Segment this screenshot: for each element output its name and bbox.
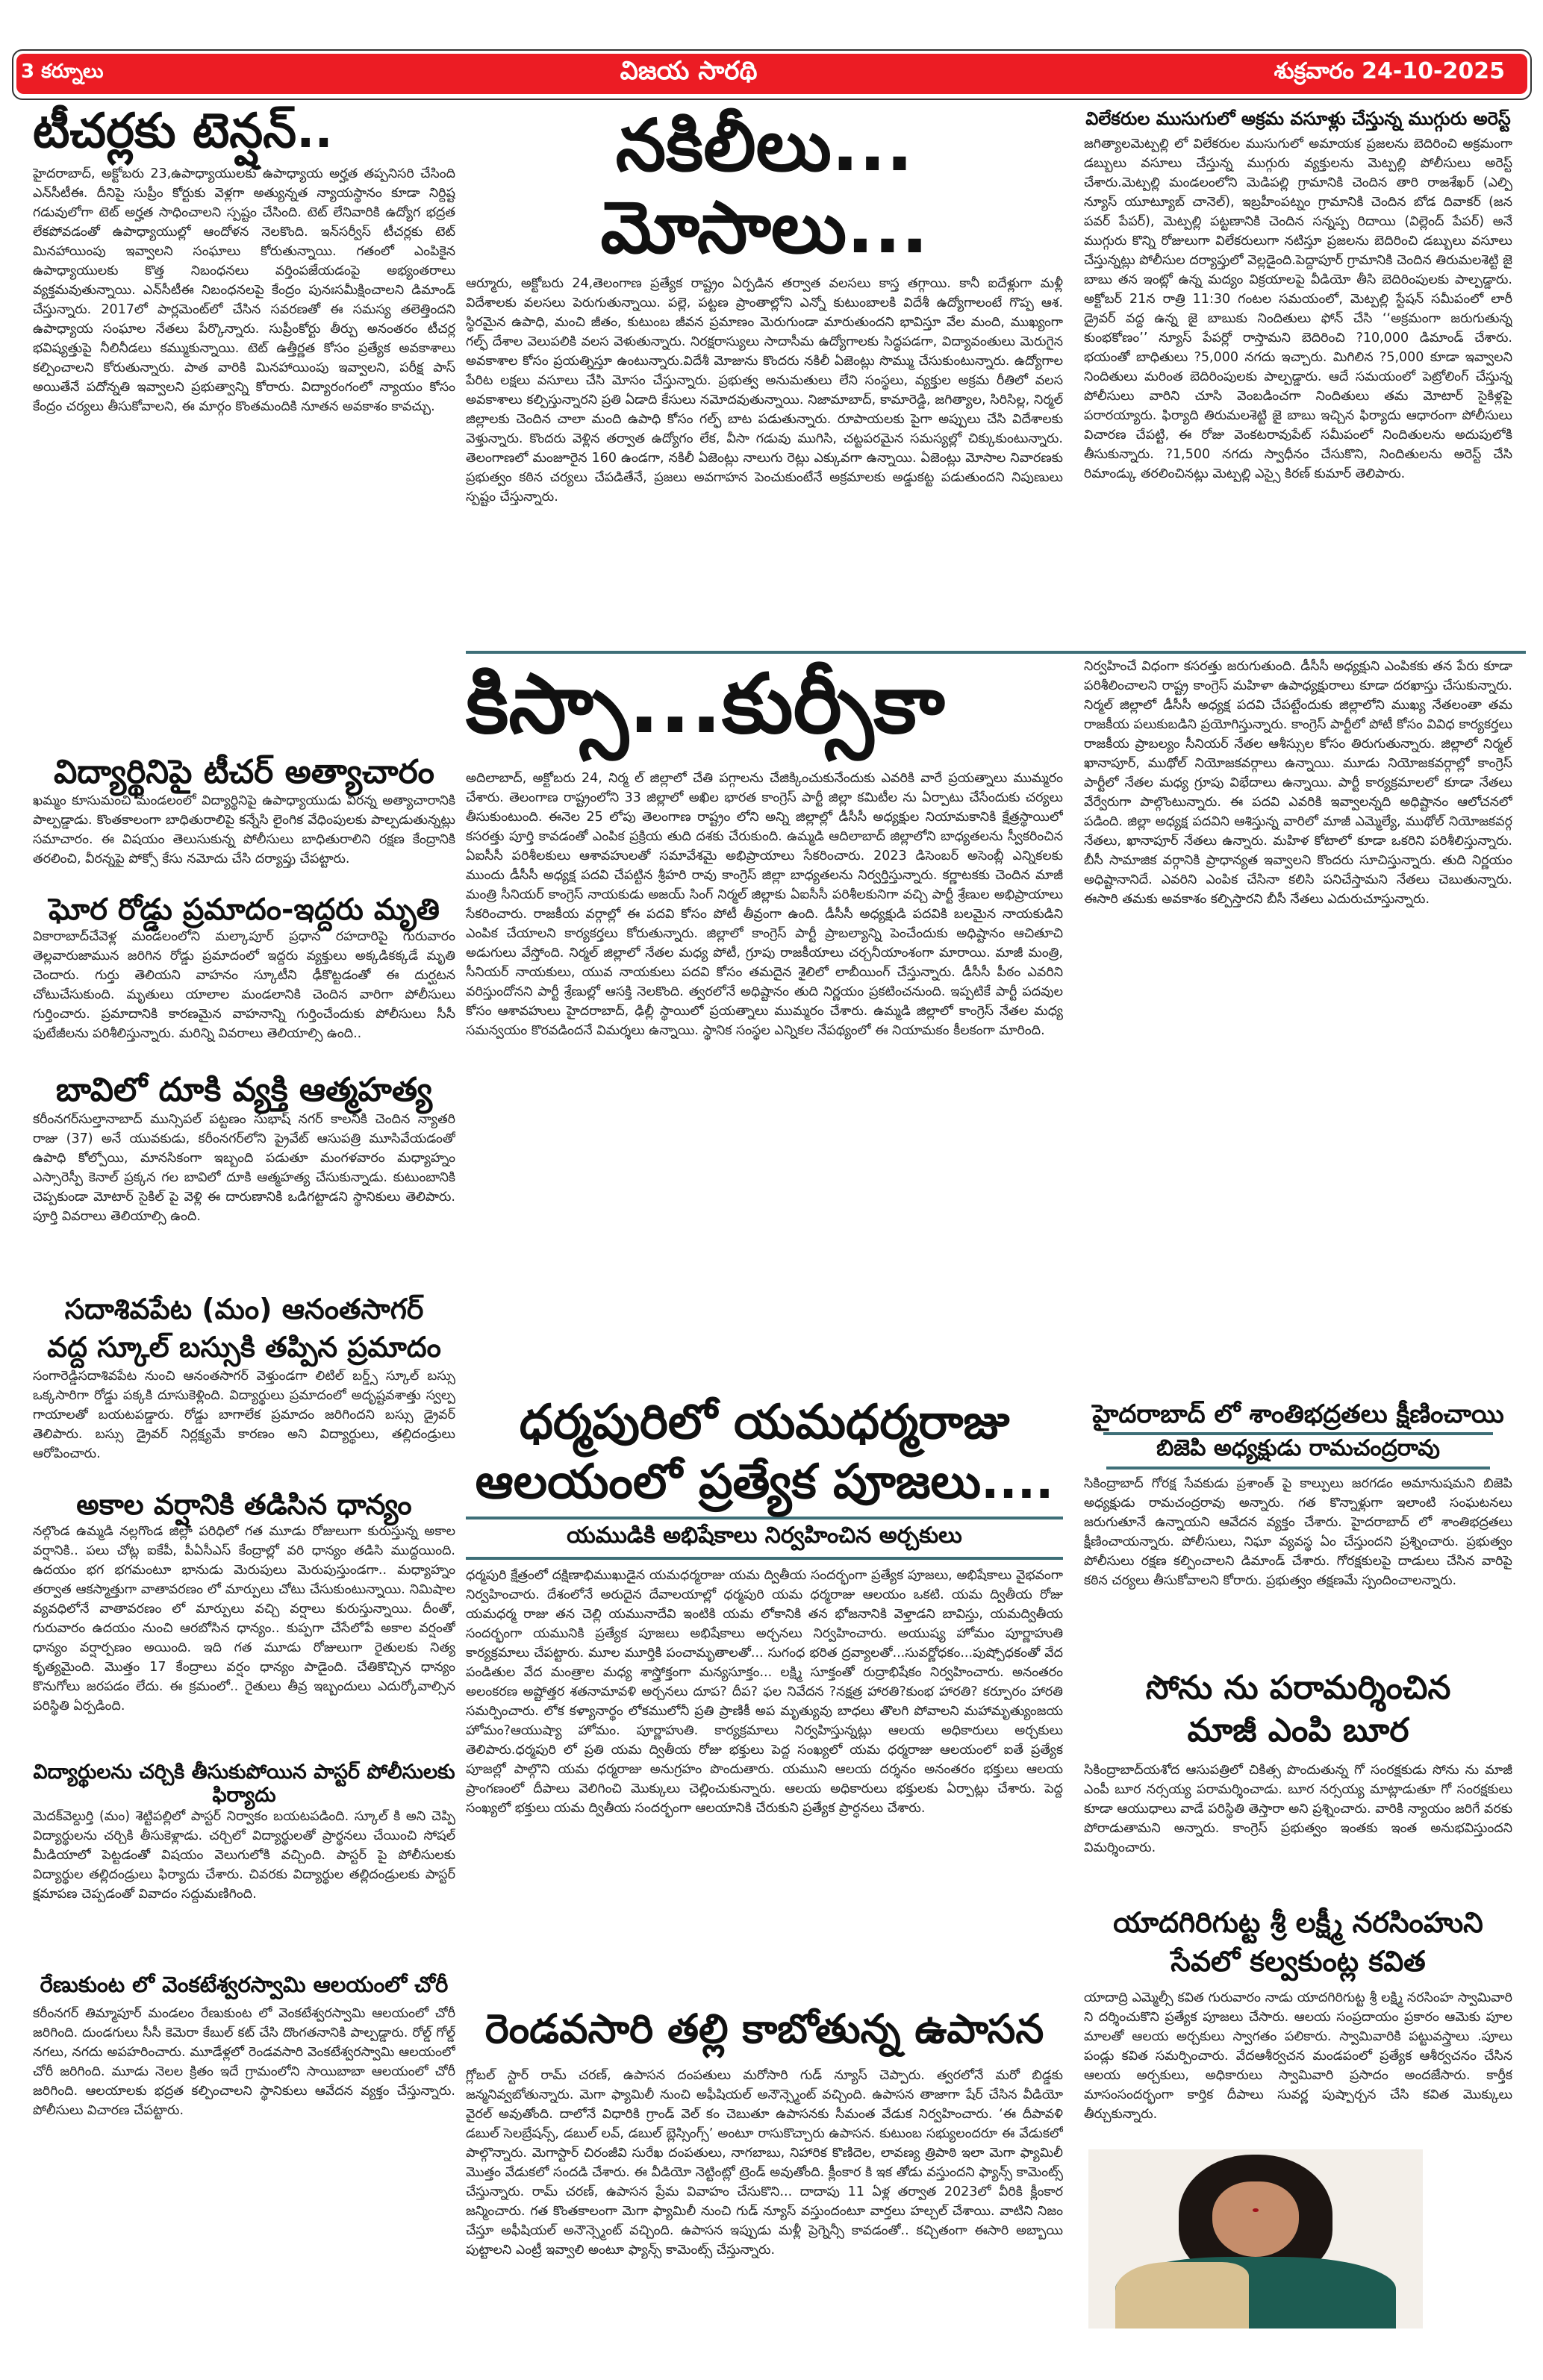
article-reporters-arrest xyxy=(1084,109,1512,658)
article-body: హైదరాబాద్, అక్టోబరు 23,ఉపాధ్యాయులకు ఉపాధ్యాయ అర్హత తప్పనిసరి చేసింది ఎన్‌సీటీఈ. దీనిపై సుప్రీం కోర్టుకు వెళ్లగా అత్యున్నత న్యాయస్థానం కూడా నిర్దిష్ట గడువులోగా టెట్ అర్హత సాధించాలని స్పష్టం చేసింది. టెట్ లేనివారికి ఉద్యోగ భద్రత లేకపోవడంతో ఉపాధ్యాయుల్లో ఆందోళన నెలకొంది. ఇన్‌సర్వీస్ టీచర్లకు టెట్ మినహాయింపు ఇవ్వాలని సంఘాలు కోరుతున్నాయి. గతంలో ఎంపికైన ఉపాధ్యాయులకు కొత్త నిబంధనలు వర్తింపజేయడంపై అభ్యంతరాలు వ్యక్తమవుతున్నాయి. ఎన్‌సీటీఈ నిబంధనలపై కేంద్రం పునఃసమీక్షించాలని డిమాండ్ చేస్తున్నారు. 2017లో పార్లమెంట్‌లో చేసిన సవరణతో ఈ సమస్య తలెత్తిందని ఉపాధ్యాయ సంఘాల నేతలు పేర్కొన్నారు. సుప్రీంకోర్టు తీర్పు అనంతరం టీచర్ల భవిష్యత్తుపై నీలినీడలు కమ్ముకున్నాయి. టెట్ ఉత్తీర్ణత కోసం ప్రత్యేక అవకాశాలు కల్పించాలని కోరుతున్నారు. పాత వారికి మినహాయింపు ఇవ్వాలని, పరీక్ష పాస్ అయితేనే పదోన్నతి ఇవ్వాలని ప్రభుత్వాన్ని కోరారు. విద్యారంగంలో న్యాయం కోసం కేంద్రం చర్యలు తీసుకోవాలని, ఈ మార్గం కొంతమందికి నూతన అవకాశం కావచ్చు. xyxy=(33,166,455,414)
article-body: గ్లోబల్ స్టార్ రామ్ చరణ్, ఉపాసన దంపతులు మరోసారి గుడ్ న్యూస్ చెప్పారు. త్వరలోనే మరో బిడ్డకు జన్మనివ్వబోతున్నారు. మెగా ఫ్యామిలీ నుంచి అఫీషియల్ అనౌన్స్మెంట్ వచ్చింది. ఉపాసన తాజాగా షేర్ చేసిన వీడియో వైరల్ అవుతోంది. దాలోనే విధారికి గ్రాండ్ వెల్ కం చెబుతూ ఉపాసనకు సీమంత వేడుక నిర్వహించారు. ‘ఈ దీపావళి డబుల్ సెలబ్రేషన్స్, డబుల్ లవ్, డబుల్ బ్లెస్సింగ్స్’ అంటూ రాసుకొచ్చారు ఉపాసన. కుటుంబ సభ్యులందరూ ఈ వేడుకలో పాల్గొన్నారు. మెగాస్టార్ చిరంజీవి సురేఖ దంపతులు, నాగబాబు, నిహారిక కొణిదెల, లావణ్య త్రిపాఠి ఇలా మెగా ఫ్యామిలీ మొత్తం వేడుకలో సందడి చేశారు. ఈ వీడియో నెట్టింట్లో ట్రెండ్ అవుతోంది. క్లీంకార కి ఇక తోడు వస్తుందని ఫ్యాన్స్ కామెంట్స్ చేస్తున్నారు. రామ్ చరణ్, ఉపాసన ప్రేమ వివాహం చేసుకొని... దాదాపు 11 ఏళ్ల తర్వాత 2023లో వీరికి క్లీంకార జన్మించారు. గత కొంతకాలంగా మెగా ఫ్యామిలీ నుంచి గుడ్ న్యూస్ వస్తుందంటూ వార్తలు హల్చల్ చేశాయి. వాటిని నిజం చేస్తూ అఫీషియల్ అనౌన్స్మెంట్ వచ్చింది. ఉపాసన ఇప్పుడు మళ్లీ ప్రెగ్నెన్సీ కావడంతో.. కచ్చితంగా ఈసారి అబ్బాయి పుట్టాలని ఎంట్రీ ఇవ్వాలి అంటూ ఫ్యాన్స్ కామెంట్స్ చేస్తున్నారు. xyxy=(466,2068,1063,2258)
article-kavitha xyxy=(1084,1904,1512,2329)
article-untimely-rain xyxy=(33,1489,455,1755)
headline xyxy=(1084,1904,1512,1981)
article-body: యాదాద్రి ఎమ్మెల్సీ కవిత గురువారం నాడు యాదగిరిగుట్ట శ్రీ లక్ష్మి నరసింహ స్వామివారి ని దర్శించుకొని ప్రత్యేక పూజలు చేసారు. ఆలయ సంప్రదాయం ప్రకారం ఆమెకు పూల మాలతో ఆలయ అర్చకులు స్వాగతం పలికారు. స్వామివారికి పట్టువస్త్రాలు .పూలు పండ్లు కవిత సమర్పించారు. వేదఆశీర్వచన మండపంలో ప్రత్యేక ఆశీర్వచనం చేసిన ఆలయ అర్చకులు, అధికారులు స్వామివారి ప్రసాదం అందజేసారు. కార్తీక మాసంసందర్భంగా కార్తిక దీపాలు సువర్ణ పుష్పార్చన చేసి కవిత మొక్కులు తీర్చుకున్నారు. xyxy=(1084,1990,1512,2123)
headline: అకాల వర్షానికి తడిసిన ధాన్యం xyxy=(76,1488,412,1522)
article-student-assault xyxy=(33,754,455,889)
section-divider xyxy=(466,651,1526,654)
article-fakes-frauds xyxy=(466,104,1063,720)
right-column-top xyxy=(1084,109,1512,658)
article-body: కరీంనగర్‌సుల్తానాబాద్ మున్సిపల్ పట్టణం సుభాష్ నగర్ కాలనీకి చెందిన న్యాతరి రాజు (37) అనే యువకుడు, కరీంనగర్‌లోని ప్రైవేట్ ఆసుపత్రి మూసివేయడంతో ఉపాధి కోల్పోయి, మానసికంగా ఇబ్బంది పడుతూ మంగళవారం మధ్యాహ్నం ఎస్సారెస్పీ కెనాల్ ప్రక్కన గల బావిలో దూకి ఆత్మహత్య చేసుకున్నాడు. కుటుంబానికి చెప్పకుండా మోటార్ సైకిల్ పై వెళ్లి ఈ దారుణానికి ఒడిగట్టాడని స్థానికులు తెలిపారు. పూర్తి వివరాలు తెలియాల్సి ఉంది. xyxy=(33,1111,455,1224)
article-body: సంగారెడ్డిసదాశివపేట నుంచి ఆనంతసాగర్ వెళ్తుండగా లిటిల్ బర్డ్స్ స్కూల్ బస్సు ఒక్కసారిగా రోడ్డు పక్కకి దూసుకెళ్లింది. విద్యార్థులు ప్రమాదంలో అదృష్టవశాత్తు స్వల్ప గాయాలతో బయటపడ్డారు. రోడ్డు బాగాలేక ప్రమాదం జరిగిందని బస్సు డ్రైవర్ తెలిపారు. బస్సు డ్రైవర్ నిర్లక్ష్యమే కారణం అని విద్యార్థులు, తల్లిదండ్రులు ఆరోపించారు. xyxy=(33,1369,455,1462)
subheadline-rule xyxy=(466,1557,1063,1560)
article-teachers xyxy=(33,104,455,746)
portrait-photo xyxy=(1088,2149,1423,2329)
headline: విలేకరుల ముసుగులో అక్రమ వసూళ్లు చేస్తున్న ముగ్గురు అరెస్ట్ xyxy=(1085,108,1511,129)
masthead-bar xyxy=(16,54,1527,94)
headline-line-2: మాజీ ఎంపి బూర xyxy=(1187,1711,1409,1750)
article-pastor xyxy=(33,1761,455,1962)
headline: హైదరాబాద్ లో శాంతిభద్రతలు క్షీణించాయి xyxy=(1092,1399,1504,1429)
headline: విద్యార్థులను చర్చికి తీసుకుపోయిన పాస్టర్ పోలీసులకు ఫిర్యాదు xyxy=(33,1761,455,1808)
headline-line-1: ధర్మపురిలో యమధర్మరాజు xyxy=(519,1395,1010,1450)
headline: ఘోర రోడ్డు ప్రమాదం-ఇద్దరు మృతి xyxy=(49,893,440,928)
headline: నకిలీలు... మోసాలు... xyxy=(600,104,929,270)
article-body: ఖమ్మం కూసుమంచి మండలంలో విద్యార్థినిపై ఉపాధ్యాయుడు వీరన్న అత్యాచారానికి పాల్పడ్డాడు. కొంతకాలంగా బాధితురాలిపై కన్నేసి లైంగిక వేధింపులకు పాల్పడుతున్నట్లు సమాచారం. ఈ విషయం తెలుసుకున్న పోలీసులు బాధితురాలిని రక్షణ కేంద్రానికి తరలించి, వీరన్నపై పోక్సో కేసు నమోదు చేసి దర్యాప్తు చేపట్టారు. xyxy=(33,793,455,867)
article-body: మెదక్‌వెల్దుర్తి (మం) శెట్టిపల్లిలో పాస్టర్ నిర్వాకం బయటపడింది. స్కూల్ కి అని చెప్పి విద్యార్థులను చర్చికి తీసుకెళ్లాడు. చర్చిలో విద్యార్థులతో ప్రార్థనలు చేయించి సోషల్ మీడియాలో పెట్టడంతో విషయం వెలుగులోకి వచ్చింది. పాస్టర్ పై పోలీసులకు విద్యార్థుల తల్లిదండ్రులు ఫిర్యాదు చేశారు. చివరకు విద్యార్థుల తల్లిదండ్రులకు పాస్టర్ క్షమాపణ చెప్పడంతో వివాదం సద్దుమణిగింది. xyxy=(33,1809,455,1902)
article-body: కరీంనగర్ తిమ్మాపూర్ మండలం రేణుకుంట లో వెంకటేశ్వరస్వామి ఆలయంలో చోరీ జరిగింది. దుండగులు సీసీ కెమెరా కేబుల్ కట్ చేసి దొంగతనానికి పాల్పడ్డారు. రోల్డ్ గోల్డ్ నగలు, నగదు అపహరించారు. మూడేళ్లలో రెండవసారి వెంకటేశ్వరస్వామి ఆలయంలో చోరీ జరిగింది. మూడు నెలల క్రితం ఇదే గ్రామంలోని సాయిబాబా ఆలయంలో చోరీ జరిగింది. ఆలయాలకు భద్రత కల్పించాలని స్థానికులు ఆవేదన వ్యక్తం చేస్తున్నారు. పోలీసులు విచారణ చేపట్టారు. xyxy=(33,2005,455,2118)
paper-name: విజయ సారథి xyxy=(620,56,758,86)
article-kissa-kursi xyxy=(466,656,1526,1038)
article-school-bus xyxy=(33,1290,455,1484)
subheadline-rule xyxy=(1106,1467,1490,1469)
article-body: జగిత్యాలమెట్పల్లి లో విలేకరుల ముసుగులో అమాయక ప్రజలను బెదిరించి అక్రమంగా డబ్బులు వసూలు చేస్తున్న ముగ్గురు వ్యక్తులను మెట్పల్లి పోలీసులు అరెస్ట్ చేశారు.మెట్పల్లి మండలంలోని మెడిపల్లి గ్రామానికి చెందిన తారి రాజశేఖర్ (ఎల్పి న్యూస్ యూట్యూబ్ చానెల్), ఇబ్రహీంపట్నం గ్రామానికి చెందిన బోడ దివాకర్ (జన పవర్ పేపర్), మెట్పల్లి పట్టణానికి చెందిన సన్నప్ప రిదాయి (విల్లెంద్ పేపర్) అనే ముగ్గురు కొన్ని రోజులుగా విలేకరులుగా నటిస్తూ ప్రజలను బెదిరించి డబ్బులు వసూలు చేస్తున్నట్లు పోలీసుల దర్యాప్తులో వెల్లడైంది.పెద్దాపూర్ గ్రామానికి చెందిన తిరుమలశెట్టి జై బాబు తన ఇంట్లో ఉన్న మద్యం విక్రయాలపై వీడియో తీసి బెదిరింపులకు పాల్పడ్డారు. అక్టోబర్ 21న రాత్రి 11:30 గంటల సమయంలో, మెట్పల్లి స్టేషన్ సమీపంలో లారీ డ్రైవర్ వద్ద ఉన్న జై బాబుకు నిందితులు ఫోన్ చేసి ‘‘అక్రమంగా జరుగుతున్న కుంభకోణం’’ న్యూస్ పేపర్లో రాస్తామని బెదిరించి ?10,000 డిమాండ్ చేశారు. భయంతో బాధితులు ?5,000 నగదు ఇచ్చారు. మిగిలిన ?5,000 కూడా ఇవ్వాలని నిందితులు మరింత బెదిరింపులకు పాల్పడ్డారు. ఆదే సమయంలో పెట్రోలింగ్ చేస్తున్న పోలీసులు వారిని చూసి వెంబడించగా నిందితులు తమ మోటార్ సైకిళ్లపై పరారయ్యారు. ఫిర్యాది తిరుమలశెట్టి జై బాబు ఇచ్చిన ఫిర్యాదు ఆధారంగా పోలీసులు విచారణ చేపట్టి, ఈ రోజు వెంకటరావుపేట్ సమీపంలో నిందితులను అదుపులోకి తీసుకున్నారు. ?1,500 నగదు స్వాధీనం చేసుకొని, నిందితులను అరెస్ట్ చేసి రిమాండ్కు తరలించినట్లు మెట్పల్లి ఎస్సై కిరణ్ కుమార్ తెలిపారు. xyxy=(1084,136,1512,481)
page-label: 3 కర్నూలు xyxy=(21,60,104,83)
headline xyxy=(33,1290,455,1367)
article-body: ధర్మపురి క్షేత్రంలో దక్షిణాభిముఖుడైన యమధర్మరాజు యమ ద్వితీయ సందర్భంగా ప్రత్యేక పూజలు, అభిషేకాలు వైభవంగా నిర్వహించారు. దేశంలోనే అరుదైన దేవాలయాల్లో ధర్మపురి యమ ధర్మరాజు ఆలయం ఒకటి. యమ ద్వితీయ రోజు యమధర్మ రాజు తన చెల్లి యమునాదేవి ఇంటికి యమ లోకానికి తన భోజనానికి వెళ్తాడని బావిస్తు, యమద్వితీయ సందర్భంగా యమునికి ప్రత్యేక పూజలు అభిషేకాలు అర్చనలు నిర్వహించారు. అయుష్య హోమం పూర్ణాహుతి కార్యక్రమాలు చేపట్టారు. మూల మూర్తికి పంచామృతాలతో... సుగంధ భరిత ద్రవ్యాలతో...సువర్ణోధకం...పుష్పోధకంతో వేద పండితుల వేద మంత్రాల మధ్య శాస్త్రోక్తంగా మన్యసూక్తం... లక్ష్మి సూక్తంతో రుద్రాభిషేకం నిర్వహించారు. అనంతరం అలంకరణ అష్టోత్తర శతనామావళి అర్చనలు దూప? దీప? ఫల నివేదన ?నక్షత్ర హారతి?కుంభ హారతి? కర్పూరం హారతి సమర్పించారు. లోక కళ్యానార్థం లోకములోనీ ప్రతి ప్రాణికీ అప మృత్యువు బాధలు తొలగి పోవాలని మహామృత్యుంజయ హోమం?ఆయుష్యా హోమం. పూర్ణాహుతి. కార్యక్రమాలు నిర్వహిస్తున్నట్లు ఆలయ అధికారులు అర్చకులు తెలిపారు.ధర్మపురి లో ప్రతి యమ ద్వితీయ రోజు భక్తులు పెద్ద సంఖ్యలో యమ ధర్మరాజు ఆలయంలో ఐతే ప్రత్యేక పూజల్లో పాల్గొని యమ ధర్మరాజు అనుగ్రహం పొందుతారు. యముని ఆలయ దర్శనం అనంతరం భక్తులు ఆలయ ప్రాంగణంలో దీపాలు వెలిగించి మొక్కులు చెల్లించుకున్నారు. ఆలయ అధికారులు భక్తులకు ఏర్పాట్లు చేశారు. పెద్ద సంఖ్యలో భక్తులు యమ ద్వితీయ సందర్భంగా ఆలయానికి చేరుకుని ప్రత్యేక ప్రార్ధనలు చేశారు. xyxy=(466,1568,1063,1816)
article-upasana xyxy=(466,2006,1063,2357)
headline: బావిలో దూకి వ్యక్తి ఆత్మహత్య xyxy=(55,1071,433,1110)
headline xyxy=(1084,1667,1512,1752)
headline-line-1: యాదగిరిగుట్ట శ్రీ లక్ష్మీ నరసింహుని xyxy=(1113,1906,1483,1940)
article-body: వికారాబాద్‌చేవెళ్ల మండలంలోని మల్కాపూర్ ప్రధాన రహదారిపై గురువారం తెల్లవారుజామున జరిగిన రోడ్డు ప్రమాదంలో ఇద్దరు వ్యక్తులు అక్కడికక్కడే మృతి చెందారు. గుర్తు తెలియని వాహనం స్కూటీని ఢీకొట్టడంతో ఈ దుర్ఘటన చోటుచేసుకుంది. మృతులు యాలాల మండలానికి చెందిన వారిగా పోలీసులు గుర్తించారు. ప్రమాదానికి కారణమైన వాహనాన్ని గుర్తించేందుకు పోలీసులు సీసీ ఫుటేజీలను పరిశీలిస్తున్నారు. మరిన్ని వివరాలు తెలియాల్సి ఉంది.. xyxy=(33,929,455,1042)
article-road-accident xyxy=(33,893,455,1063)
article-body-continued: నిర్వహించే విధంగా కసరత్తు జరుగుతుంది. డీసీసీ అధ్యక్షుని ఎంపికకు తన పేరు కూడా పరిశీలించాలని రాష్ట్ర కాంగ్రెస్ మహిళా ఉపాధ్యక్షురాలు కూడా దరఖాస్తు చేసుకున్నారు. నిర్మల్ జిల్లాలో డీసీసీ అధ్యక్ష పదవి చేపట్టేందుకు జిల్లాలోని ముఖ్య నేతలంతా తమ రాజకీయ పలుకుబడిని ప్రయోగిస్తున్నారు. కాంగ్రెస్ పార్టీలో పోటీ కోసం వివిధ కార్యకర్తలు రాజకీయ ప్రాబల్యం సీనియర్ నేతల ఆశీస్సుల కోసం తిరుగుతున్నారు. జిల్లాలో నిర్మల్ ఖానాపూర్, ముథోల్ నియోజకవర్గాలు ఉన్నాయి. మూడు నియోజకవర్గాల్లో కాంగ్రెస్ పార్టీలో నేతల మధ్య గ్రూపు విభేదాలు ఉన్నాయి. పార్టీ కార్యక్రమాలలో కూడా నేతలు వేర్వేరుగా పాల్గొంటున్నారు. ఈ పదవి ఎవరికి ఇవ్వాలన్నది అధిష్టానం ఆలోచనలో పడింది. జిల్లా అధ్యక్ష పదవిని ఆశిస్తున్న వారిలో మాజీ ఎమ్మెల్యే, ముథోల్ నియోజకవర్గ నేతలు, ఖానాపూర్ నేతలు ఉన్నారు. మహిళ కోటాలో కూడా ఒకరిని పరిశీలిస్తున్నారు. బీసీ సామాజిక వర్గానికి ప్రాధాన్యత ఇవ్వాలని కొందరు సూచిస్తున్నారు. తుది నిర్ణయం అధిష్టానానిదే. ఎవరిని ఎంపిక చేసినా కలిసి పనిచేస్తామని నేతలు చెబుతున్నారు. ఈసారి తమకు అవకాశం కల్పిస్తారని బీసీ నేతలు ఎదురుచూస్తున్నారు. xyxy=(1084,659,1512,907)
article-body: సికింద్రాబాద్‌యశోద ఆసుపత్రిలో చికిత్స పొందుతున్న గో సంరక్షకుడు సోను ను మాజీ ఎంపీ బూర నర్సయ్య పరామర్శించాడు. బూర నర్సయ్య మాట్లాడుతూ గో సంరక్షకులు కూడా ఆయుధాలు వాడే పరిస్థితి తెస్తారా అని ప్రశ్నించారు. వారికి న్యాయం జరిగే వరకు పోరాడుతామని అన్నారు. కాంగ్రెస్ ప్రభుత్వం ఇంతకు ఇంత అనుభవిస్తుందని విమర్శించారు. xyxy=(1084,1763,1512,1856)
middle-column-top xyxy=(466,104,1063,720)
headline: టీచర్లకు టెన్షన్.. xyxy=(33,104,333,159)
headline-line-1: సోను ను పరామర్శించిన xyxy=(1145,1669,1451,1708)
article-sonu-visit xyxy=(1084,1667,1512,1896)
headline-line-2: వద్ద స్కూల్ బస్సుకి తప్పిన ప్రమాదం xyxy=(47,1331,441,1364)
headline-line-1: సదాశివపేట (మం) ఆనంతసాగర్ xyxy=(64,1292,424,1325)
article-body: సికింద్రాబాద్ గోరక్ష సేవకుడు ప్రశాంత్ పై కాల్పులు జరగడం అమానుషమని బిజెపి అధ్యక్షుడు రామచంద్రరావు అన్నారు. గత కొన్నాళ్లుగా ఇలాంటి సంఘటనలు జరుగుతూనే ఉన్నాయని ఆవేదన వ్యక్తం చేశారు. హైదరాబాద్ లో శాంతిభద్రతలు క్షీణించాయన్నారు. పోలీసులు, నిఘా వ్యవస్థ ఏం చేస్తుందని ప్రశ్నించారు. ప్రభుత్వం పోలీసులు రక్షణ కల్పించాలని డిమాండ్ చేశారు. గోరక్షకులపై దాడులు చేసిన వారిపై కఠిన చర్యలు తీసుకోవాలని కోరారు. ప్రభుత్వం తక్షణమే స్పందించాలన్నారు. xyxy=(1084,1476,1512,1589)
headline xyxy=(466,1393,1063,1512)
article-body: అదిలాబాద్, అక్టోబరు 24, నిర్మ ల్ జిల్లాలో చేతి పగ్గాలను చేజిక్కించుకునేందుకు ఎవరికి వారే ప్రయత్నాలు ముమ్మరం చేశారు. తెలంగాణ రాష్ట్రంలోని 33 జిల్లాలో అఖిల భారత కాంగ్రెస్ పార్టీ జిల్లా కమిటీల ను ఏర్పాటు చేసేందుకు చర్యలు తీసుకుంటుంది. ఈనెల 25 లోపు తెలంగాణ రాష్ట్రం లోని అన్ని జిల్లాల్లో డీసీసీ అధ్యక్షుల నియామకానికి క్షేత్రస్థాయిలో కసరత్తు పూర్తి కావడంతో ఎంపిక ప్రక్రియ తుది దశకు చేరుకుంది. ఉమ్మడి ఆదిలాబాద్ జిల్లాలోని బాధ్యతలను స్వీకరించిన ఏఐసీసీ పరిశీలకులు ఆశావహులతో సమావేశమై అభిప్రాయాలు సేకరించారు. 2023 డిసెంబర్ అసెంబ్లీ ఎన్నికలకు ముందు డీసీసీ అధ్యక్ష పదవి చేపట్టిన శ్రీహరి రావు కాంగ్రెస్ జిల్లా బాధ్యతలను నిర్వర్తిస్తున్నారు. కర్ణాటకకు చెందిన మాజీ మంత్రి సీనియర్ కాంగ్రెస్ నాయకుడు అజయ్ సింగ్ నిర్మల్ జిల్లాకు ఏఐసీసీ పరిశీలకునిగా వచ్చి పార్టీ శ్రేణుల అభిప్రాయాలు సేకరించారు. రాజకీయ వర్గాల్లో ఈ పదవి కోసం పోటీ తీవ్రంగా ఉంది. డీసీసీ అధ్యక్షుడి పదవికి బలమైన నాయకుడిని ఎంపిక చేయాలని కార్యకర్తలు కోరుతున్నారు. జిల్లాలో కాంగ్రెస్ పార్టీ ప్రాబల్యాన్ని పెంచేందుకు అధిష్టానం ఆచితూచి అడుగులు వేస్తోంది. నిర్మల్ జిల్లాలో నేతల మధ్య పోటీ, గ్రూపు రాజకీయాలు చర్చనీయాంశంగా మారాయి. మాజీ మంత్రి, సీనియర్ నాయకులు, యువ నాయకులు పదవి కోసం తమదైన శైలిలో లాబీయింగ్ చేస్తున్నారు. డీసీసీ పీఠం ఎవరిని వరిస్తుందోనని పార్టీ శ్రేణుల్లో ఆసక్తి నెలకొంది. త్వరలోనే అధిష్టానం తుది నిర్ణయం ప్రకటించనుంది. ఇప్పటికే పార్టీ పదవుల కోసం ఆశావహులు హైదరాబాద్, ఢిల్లీ స్థాయిలో ప్రయత్నాలు ముమ్మరం చేశారు. ఉమ్మడి జిల్లాలో కాంగ్రెస్ నేతల మధ్య సమన్వయం కొరవడిందనే విమర్శలు ఉన్నాయి. స్థానిక సంస్థల ఎన్నికల నేపథ్యంలో ఈ నియామకం కీలకంగా మారింది. xyxy=(466,771,1063,1038)
headline: రేణుకుంట లో వెంకటేశ్వరస్వామి ఆలయంలో చోరీ xyxy=(40,1972,449,1998)
issue-date: శుక్రవారం 24-10-2025 xyxy=(1274,58,1505,84)
headline: విద్యార్థినిపై టీచర్ అత్యాచారం xyxy=(54,752,434,791)
headline-rule xyxy=(466,1517,1063,1519)
article-well-suicide xyxy=(33,1072,455,1284)
subheadline: యముడికి అభిషేకాలు నిర్వహించిన అర్చకులు xyxy=(567,1522,962,1549)
headline: రెండవసారి తల్లి కాబోతున్న ఉపాసన xyxy=(484,2005,1044,2052)
left-column xyxy=(33,104,455,2178)
article-hyderabad-peace xyxy=(1084,1400,1512,1649)
headline-line-2: ఆలయంలో ప్రత్యేక పూజలు.... xyxy=(475,1455,1054,1510)
article-body: నల్గొండ ఉమ్మడి నల్లగొండ జిల్లా పరిధిలో గత మూడు రోజులుగా కురుస్తున్న అకాల వర్షానికి.. పలు చోట్ల ఐకేపీ, పీఏసీఎస్ కేంద్రాల్లో వరి ధాన్యం తడిసి ముద్దయింది. ఉదయం భగ భగమంటూ భానుడు మెరుపులు మెరుపుస్తుండగా.. మధ్యాహ్నం తర్వాత ఆకస్మాత్తుగా వాతావరణం లో మార్పులు చోటు చేసుకుంటున్నాయి. నిమిషాల వ్యవధిలోనే వాతావరణం లో మార్పులు వచ్చి వర్షాలు కురుస్తున్నాయి. దీంతో, గురువారం ఉదయం నుంచి ఆరబోసిన ధాన్యం.. కుప్పగా చేసేలోపే అకాల వర్షంతో ధాన్యం వర్షార్పణం అయింది. ఇది గత మూడు రోజులుగా రైతులకు నిత్య కృత్యమైంది. మొత్తం 17 కేంద్రాలు వర్షం ధాన్యం పాడైంది. చేతికొచ్చిన ధాన్యం కొనుగోలు జరపడం లేదు. ఈ క్రమంలో.. రైతులు తీవ్ర ఇబ్బందులు ఎదుర్కోవాల్సిన పరిస్థితి ఏర్పడింది. xyxy=(33,1524,455,1714)
subheadline: బిజెపి అధ్యక్షుడు రామచంద్రరావు xyxy=(1156,1435,1440,1462)
article-dharmapuri xyxy=(466,1393,1063,1915)
headline-line-2: సేవలో కల్వకుంట్ల కవిత xyxy=(1171,1944,1426,1978)
article-temple-theft xyxy=(33,1973,455,2178)
right-column-lower xyxy=(1084,1400,1512,2329)
masthead xyxy=(12,49,1532,100)
headline: కిస్సా...కుర్సీకా xyxy=(466,656,945,752)
article-body: ఆర్మూరు, అక్టోబరు 24,తెలంగాణ ప్రత్యేక రాష్ట్రం ఏర్పడిన తర్వాత వలసలు కాస్త తగ్గాయి. కానీ ఐదేళ్లుగా మళ్లీ విదేశాలకు వలసలు పెరుగుతున్నాయి. పల్లె, పట్టణ ప్రాంతాల్లోని ఎన్నో కుటుంబాలకి విదేశీ ఉద్యోగాలంటే గొప్ప ఆశ. స్థిరమైన ఉపాధి, మంచి జీతం, కుటుంబ జీవన ప్రమాణం మెరుగుండా మారుతుందని భావిస్తూ వేల మంది, ముఖ్యంగా గల్ఫ్ దేశాల వెలుపలికి వలస వెళుతున్నారు. నిరక్షరాస్యులు సాదాసీమ ఉద్యోగాలకు సిద్ధపడగా, విద్యావంతులు మెరుగైన అవకాశాల కోసం ప్రయత్నిస్తూ ఉంటున్నారు.విదేశీ మోజును కొందరు నకిలీ ఏజెంట్లు సొమ్ము చేసుకుంటున్నారు. ఉద్యోగాల పేరిట లక్షలు వసూలు చేసి మోసం చేస్తున్నారు. ప్రభుత్వ అనుమతులు లేని సంస్థలు, వ్యక్తుల అక్రమ రీతిలో వలస అవకాశాలు కల్పిస్తున్నారని ప్రతి ఏడాది కేసులు నమోదవుతున్నాయి. నిజామాబాద్, కామారెడ్డి, జగిత్యాల, సిరిసిల్ల, నిర్మల్ జిల్లాలకు చెందిన చాలా మంది ఉపాధి కోసం గల్ఫ్ బాట పడుతున్నారు. రూపాయలకు పైగా అప్పులు చేసి విదేశాలకు వెళ్తున్నారు. కొందరు వెళ్లిన తర్వాత ఉద్యోగం లేక, వీసా గడువు ముగిసి, చట్టపరమైన సమస్యల్లో చిక్కుకుంటున్నారు. తెలంగాణలో మంజూరైన 160 ఉండగా, నకిలీ ఏజెంట్లు నాలుగు రెట్లు ఎక్కువగా ఉన్నాయి. ఏజెంట్లు మోసాల నివారణకు ప్రభుత్వం కఠిన చర్యలు చేపడితేనే, ప్రజలు అవగాహన పెంచుకుంటేనే అక్రమాలకు అడ్డుకట్ట పడుతుందని నిపుణులు స్పష్టం చేస్తున్నారు. xyxy=(466,275,1063,505)
